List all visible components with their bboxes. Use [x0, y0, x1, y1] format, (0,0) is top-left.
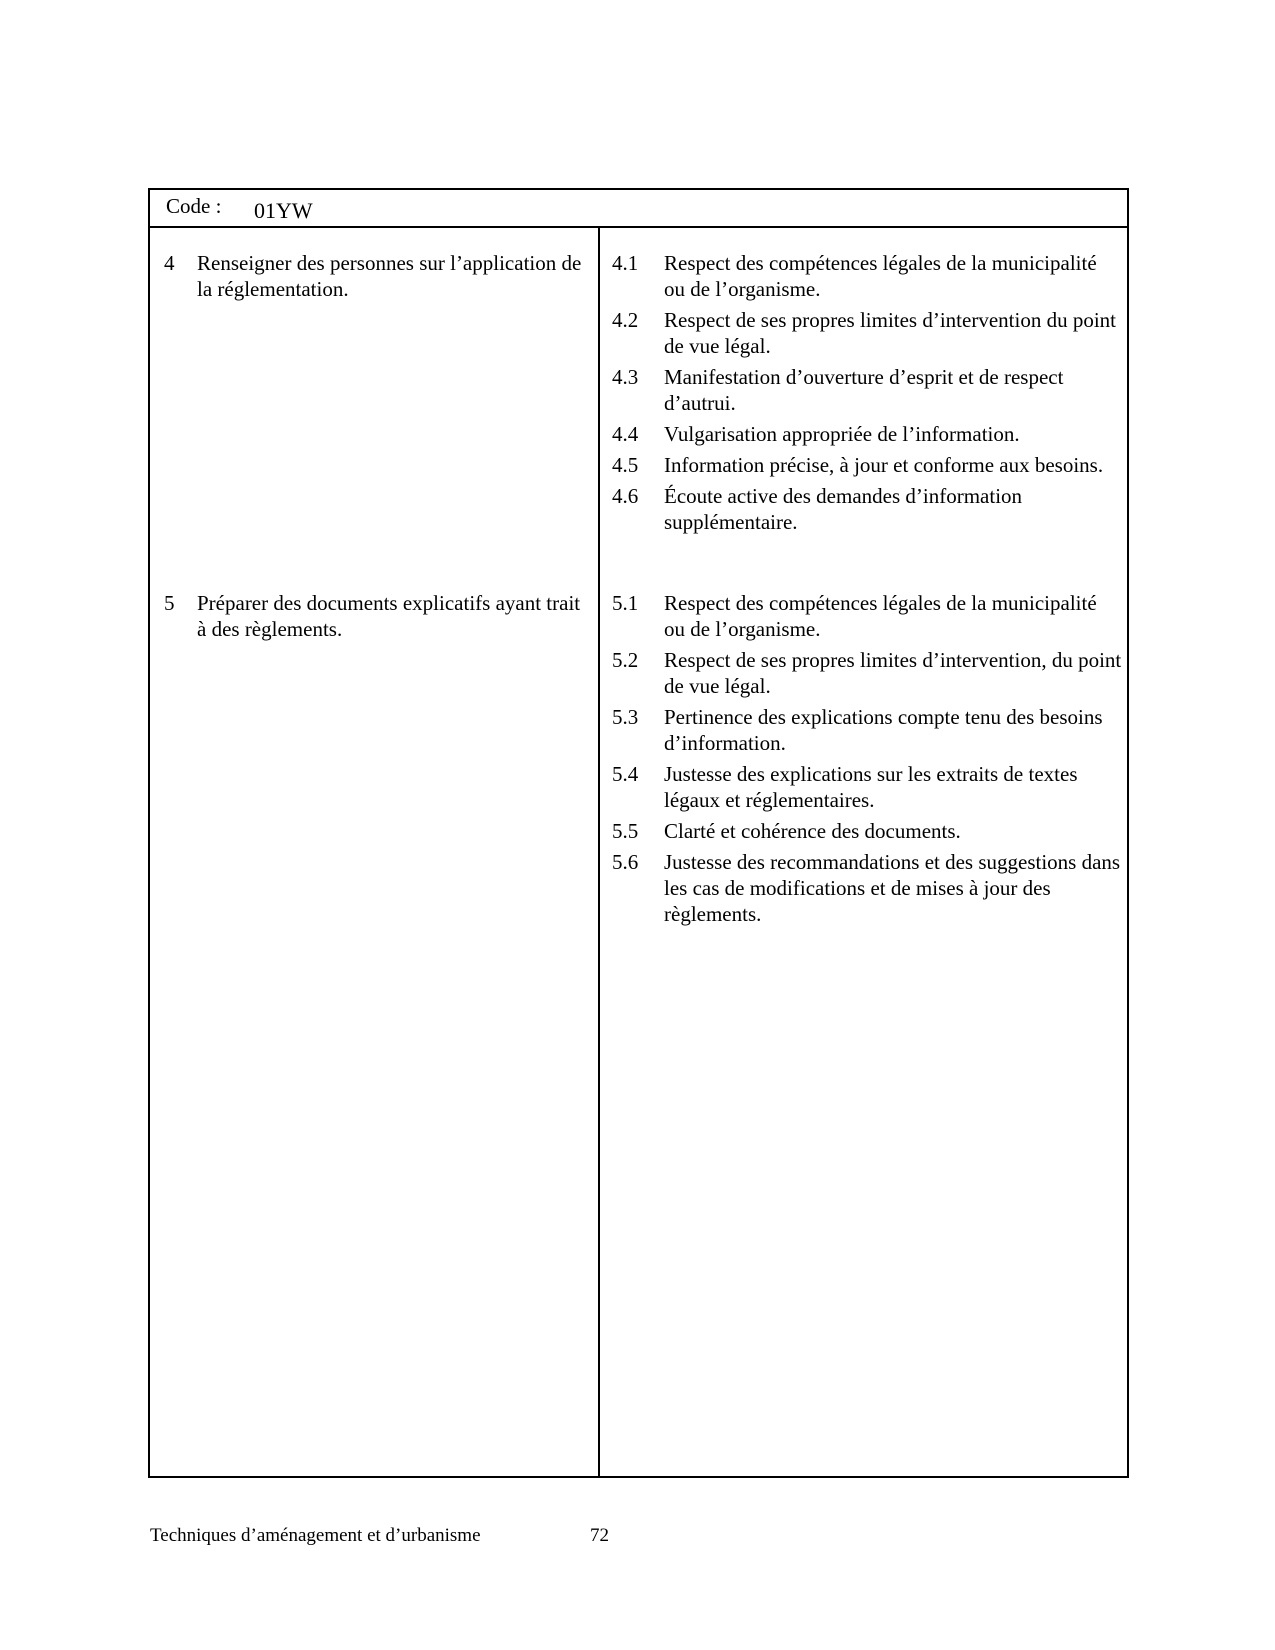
criterion-number: 4.5 [612, 453, 639, 477]
criterion-5-4 [612, 761, 1122, 813]
code-row [150, 190, 1127, 228]
criterion-4-6 [612, 483, 1122, 535]
criterion-text: Écoute active des demandes d’information supplémentaire. [664, 484, 1023, 534]
footer-page-number: 72 [590, 1525, 609, 1546]
criterion-4-2 [612, 307, 1122, 359]
criterion-number: 4.3 [612, 365, 639, 389]
criterion-text: Pertinence des explications compte tenu des besoins d’information. [664, 705, 1103, 755]
competency-number: 5 [164, 591, 175, 615]
criterion-5-5 [612, 818, 1122, 844]
criterion-text: Respect des compétences légales de la municipalité ou de l’organisme. [664, 251, 1097, 301]
code-label: Code : [166, 194, 222, 218]
criterion-4-5 [612, 452, 1122, 478]
criterion-number: 4.4 [612, 422, 639, 446]
criterion-text: Respect de ses propres limites d’intervention, du point de vue légal. [664, 648, 1122, 698]
competency-statement: Renseigner des personnes sur l’application de la réglementation. [197, 251, 582, 301]
competency-5 [164, 590, 592, 642]
criteria-list-4 [612, 250, 1122, 540]
criteria-list-5 [612, 590, 1122, 932]
criterion-4-4 [612, 421, 1122, 447]
criterion-5-1 [612, 590, 1122, 642]
criterion-5-3 [612, 704, 1122, 756]
criterion-number: 4.1 [612, 251, 639, 275]
criterion-number: 5.3 [612, 705, 639, 729]
criterion-number: 4.6 [612, 484, 639, 508]
criterion-number: 5.6 [612, 850, 639, 874]
code-value: 01YW [254, 198, 313, 223]
criterion-number: 4.2 [612, 308, 639, 332]
criterion-5-6 [612, 849, 1122, 927]
criterion-5-2 [612, 647, 1122, 699]
criterion-text: Respect des compétences légales de la municipalité ou de l’organisme. [664, 591, 1097, 641]
criterion-text: Vulgarisation appropriée de l’information. [664, 422, 1020, 446]
column-divider [598, 228, 600, 1476]
criterion-text: Respect de ses propres limites d’intervention du point de vue légal. [664, 308, 1116, 358]
competency-statement: Préparer des documents explicatifs ayant trait à des règlements. [197, 591, 581, 641]
criterion-text: Information précise, à jour et conforme aux besoins. [664, 453, 1104, 477]
criterion-4-3 [612, 364, 1122, 416]
criterion-number: 5.2 [612, 648, 639, 672]
criterion-text: Justesse des recommandations et des suggestions dans les cas de modifications et de mises à jour des règlements. [664, 850, 1121, 926]
competency-4 [164, 250, 592, 302]
criterion-4-1 [612, 250, 1122, 302]
competency-table [148, 188, 1129, 1478]
criterion-text: Manifestation d’ouverture d’esprit et de respect d’autrui. [664, 365, 1064, 415]
criterion-number: 5.5 [612, 819, 639, 843]
criterion-text: Justesse des explications sur les extraits de textes légaux et réglementaires. [664, 762, 1078, 812]
competency-number: 4 [164, 251, 175, 275]
criterion-number: 5.4 [612, 762, 639, 786]
criterion-number: 5.1 [612, 591, 639, 615]
footer-program-title: Techniques d’aménagement et d’urbanisme [150, 1525, 481, 1546]
criterion-text: Clarté et cohérence des documents. [664, 819, 961, 843]
